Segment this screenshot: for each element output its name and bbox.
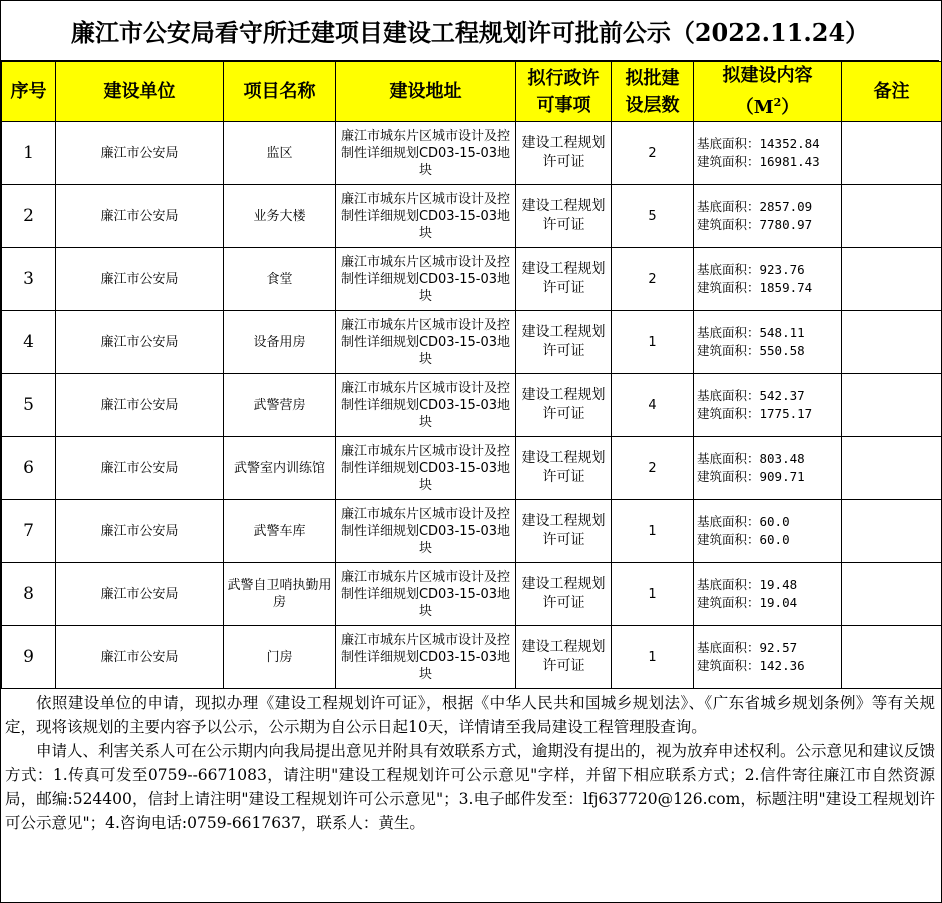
table-row bbox=[2, 437, 942, 500]
cell-unit: 廉江市公安局 bbox=[56, 122, 224, 185]
base-area: 基底面积：60.0 bbox=[697, 514, 790, 529]
table-row bbox=[2, 248, 942, 311]
base-area: 基底面积：542.37 bbox=[697, 388, 805, 403]
cell-remark bbox=[842, 311, 942, 374]
cell-floors: 1 bbox=[612, 500, 694, 563]
header-content-unit-post: ） bbox=[781, 97, 800, 118]
cell-project: 业务大楼 bbox=[224, 185, 336, 248]
cell-area bbox=[694, 437, 842, 500]
cell-project: 武警自卫哨执勤用房 bbox=[224, 563, 336, 626]
header-project: 项目名称 bbox=[224, 62, 336, 122]
cell-project: 监区 bbox=[224, 122, 336, 185]
cell-unit: 廉江市公安局 bbox=[56, 311, 224, 374]
cell-seq: 1 bbox=[2, 122, 56, 185]
cell-unit: 廉江市公安局 bbox=[56, 374, 224, 437]
cell-seq: 7 bbox=[2, 500, 56, 563]
cell-permit: 建设工程规划许可证 bbox=[516, 626, 612, 689]
cell-area bbox=[694, 500, 842, 563]
cell-permit: 建设工程规划许可证 bbox=[516, 311, 612, 374]
cell-area bbox=[694, 248, 842, 311]
header-content-unit-sup: 2 bbox=[773, 96, 782, 109]
base-area: 基底面积：803.48 bbox=[697, 451, 805, 466]
base-area: 基底面积：14352.84 bbox=[697, 136, 820, 151]
cell-seq: 2 bbox=[2, 185, 56, 248]
header-address: 建设地址 bbox=[336, 62, 516, 122]
cell-unit: 廉江市公安局 bbox=[56, 563, 224, 626]
cell-remark bbox=[842, 626, 942, 689]
cell-floors: 4 bbox=[612, 374, 694, 437]
table-header-row bbox=[2, 62, 942, 122]
building-area: 建筑面积：909.71 bbox=[697, 469, 805, 484]
header-content bbox=[694, 62, 842, 122]
cell-unit: 廉江市公安局 bbox=[56, 248, 224, 311]
header-content-unit-pre: （M bbox=[735, 97, 774, 118]
cell-permit: 建设工程规划许可证 bbox=[516, 374, 612, 437]
cell-unit: 廉江市公安局 bbox=[56, 626, 224, 689]
cell-seq: 5 bbox=[2, 374, 56, 437]
cell-area bbox=[694, 185, 842, 248]
cell-floors: 1 bbox=[612, 626, 694, 689]
cell-seq: 9 bbox=[2, 626, 56, 689]
table-row bbox=[2, 311, 942, 374]
cell-address: 廉江市城东片区城市设计及控制性详细规划CD03-15-03地块 bbox=[336, 626, 516, 689]
cell-area bbox=[694, 563, 842, 626]
table-row bbox=[2, 626, 942, 689]
cell-address: 廉江市城东片区城市设计及控制性详细规划CD03-15-03地块 bbox=[336, 185, 516, 248]
header-floors-line2: 设层数 bbox=[625, 94, 680, 116]
cell-unit: 廉江市公安局 bbox=[56, 437, 224, 500]
cell-project: 武警室内训练馆 bbox=[224, 437, 336, 500]
cell-address: 廉江市城东片区城市设计及控制性详细规划CD03-15-03地块 bbox=[336, 563, 516, 626]
header-unit: 建设单位 bbox=[56, 62, 224, 122]
base-area: 基底面积：2857.09 bbox=[697, 199, 813, 214]
cell-permit: 建设工程规划许可证 bbox=[516, 500, 612, 563]
cell-area bbox=[694, 122, 842, 185]
cell-address: 廉江市城东片区城市设计及控制性详细规划CD03-15-03地块 bbox=[336, 500, 516, 563]
cell-floors: 1 bbox=[612, 563, 694, 626]
base-area: 基底面积：548.11 bbox=[697, 325, 805, 340]
cell-seq: 8 bbox=[2, 563, 56, 626]
cell-seq: 4 bbox=[2, 311, 56, 374]
building-area: 建筑面积：60.0 bbox=[697, 532, 790, 547]
building-area: 建筑面积：7780.97 bbox=[697, 217, 813, 232]
table-row bbox=[2, 374, 942, 437]
cell-remark bbox=[842, 374, 942, 437]
cell-permit: 建设工程规划许可证 bbox=[516, 248, 612, 311]
notice-paragraph-2: 申请人、利害关系人可在公示期内向我局提出意见并附具有效联系方式，逾期没有提出的，视为放弃申述权利。公示意见和建议反馈方式：1.传真可发至0759--6671083，请注明"建设工程规划许可公示意见"字样，并留下相应联系方式；2.信件寄往廉江市自然资源局，邮编:524400，信封上请注明"建设工程规划许可公示意见"；3.电子邮件发至：lfj637720@126.com，标题注明"建设工程规划许可公示意见"；4.咨询电话:0759-6617637，联系人：黄生。 bbox=[5, 742, 936, 832]
cell-unit: 廉江市公安局 bbox=[56, 500, 224, 563]
cell-address: 廉江市城东片区城市设计及控制性详细规划CD03-15-03地块 bbox=[336, 248, 516, 311]
table-row bbox=[2, 122, 942, 185]
header-matter bbox=[516, 62, 612, 122]
table-row bbox=[2, 185, 942, 248]
cell-floors: 1 bbox=[612, 311, 694, 374]
cell-seq: 3 bbox=[2, 248, 56, 311]
cell-seq: 6 bbox=[2, 437, 56, 500]
cell-unit: 廉江市公安局 bbox=[56, 185, 224, 248]
building-area: 建筑面积：1775.17 bbox=[697, 406, 813, 421]
header-floors bbox=[612, 62, 694, 122]
cell-permit: 建设工程规划许可证 bbox=[516, 437, 612, 500]
cell-project: 武警营房 bbox=[224, 374, 336, 437]
document-title: 廉江市公安局看守所迁建项目建设工程规划许可批前公示（2022.11.24） bbox=[1, 1, 939, 61]
table-row bbox=[2, 563, 942, 626]
base-area: 基底面积：19.48 bbox=[697, 577, 798, 592]
cell-permit: 建设工程规划许可证 bbox=[516, 563, 612, 626]
cell-remark bbox=[842, 122, 942, 185]
cell-remark bbox=[842, 185, 942, 248]
notice-paragraph-1: 依照建设单位的申请，现拟办理《建设工程规划许可证》，根据《中华人民共和国城乡规划法》、《广东省城乡规划条例》等有关规定，现将该规划的主要内容予以公示，公示期为自公示日起10天，详情请至我局建设工程管理股查询。 bbox=[5, 694, 935, 736]
cell-project: 门房 bbox=[224, 626, 336, 689]
cell-address: 廉江市城东片区城市设计及控制性详细规划CD03-15-03地块 bbox=[336, 374, 516, 437]
cell-address: 廉江市城东片区城市设计及控制性详细规划CD03-15-03地块 bbox=[336, 437, 516, 500]
header-floors-line1: 拟批建 bbox=[625, 67, 680, 89]
header-seq: 序号 bbox=[2, 62, 56, 122]
building-area: 建筑面积：1859.74 bbox=[697, 280, 813, 295]
cell-floors: 2 bbox=[612, 122, 694, 185]
cell-area bbox=[694, 311, 842, 374]
cell-area bbox=[694, 626, 842, 689]
cell-floors: 2 bbox=[612, 248, 694, 311]
header-content-line1: 拟建设内容 bbox=[722, 65, 813, 86]
cell-address: 廉江市城东片区城市设计及控制性详细规划CD03-15-03地块 bbox=[336, 122, 516, 185]
cell-remark bbox=[842, 248, 942, 311]
cell-project: 食堂 bbox=[224, 248, 336, 311]
cell-remark bbox=[842, 563, 942, 626]
notice-text bbox=[5, 691, 935, 835]
cell-project: 设备用房 bbox=[224, 311, 336, 374]
cell-floors: 2 bbox=[612, 437, 694, 500]
building-area: 建筑面积：142.36 bbox=[697, 658, 805, 673]
base-area: 基底面积：923.76 bbox=[697, 262, 805, 277]
header-matter-line1: 拟行政许 bbox=[527, 67, 600, 89]
cell-remark bbox=[842, 500, 942, 563]
building-area: 建筑面积：550.58 bbox=[697, 343, 805, 358]
base-area: 基底面积：92.57 bbox=[697, 640, 798, 655]
cell-permit: 建设工程规划许可证 bbox=[516, 185, 612, 248]
cell-project: 武警车库 bbox=[224, 500, 336, 563]
building-area: 建筑面积：19.04 bbox=[697, 595, 798, 610]
permit-table bbox=[1, 61, 942, 689]
cell-floors: 5 bbox=[612, 185, 694, 248]
header-matter-line2: 可事项 bbox=[536, 94, 591, 116]
cell-address: 廉江市城东片区城市设计及控制性详细规划CD03-15-03地块 bbox=[336, 311, 516, 374]
cell-remark bbox=[842, 437, 942, 500]
header-remark: 备注 bbox=[842, 62, 942, 122]
table-row bbox=[2, 500, 942, 563]
building-area: 建筑面积：16981.43 bbox=[697, 154, 820, 169]
cell-area bbox=[694, 374, 842, 437]
cell-permit: 建设工程规划许可证 bbox=[516, 122, 612, 185]
